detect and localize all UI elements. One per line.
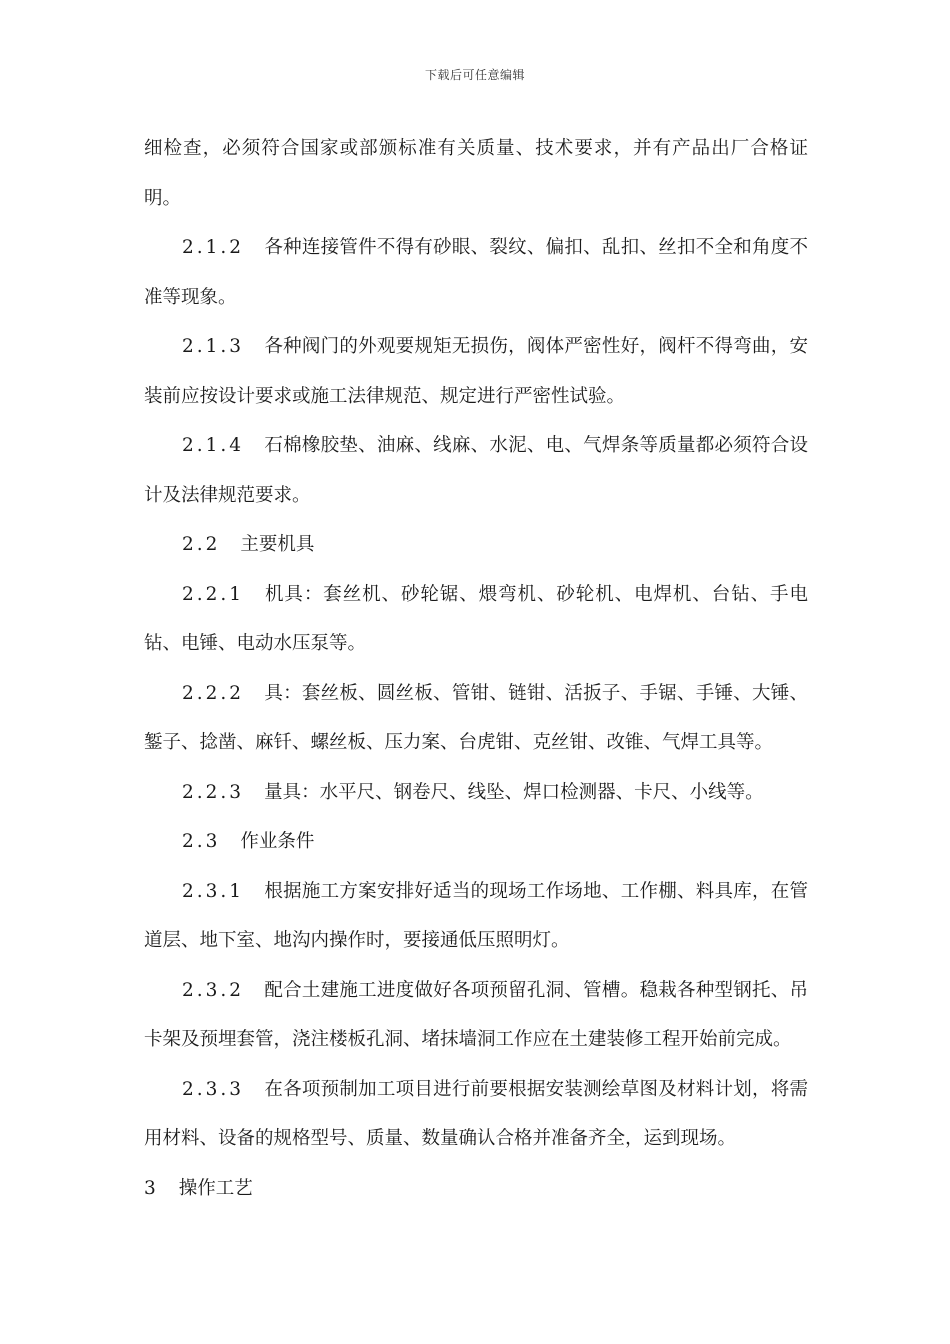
section-number: 2.3.1 bbox=[182, 880, 245, 902]
section-title: 作业条件 bbox=[240, 831, 315, 852]
document-body bbox=[144, 124, 808, 1213]
paragraph bbox=[144, 966, 808, 1065]
section-number: 2.3.2 bbox=[182, 979, 245, 1001]
paragraph-text: 配合土建施工进度做好各项预留孔洞、管槽。稳栽各种型钢托、吊卡架及预埋套管，浇注楼板孔洞、堵抹墙洞工作应在土建装修工程开始前完成。 bbox=[144, 979, 808, 1050]
section-number: 3 bbox=[144, 1177, 159, 1199]
section-number: 2.3 bbox=[182, 831, 221, 852]
section-number: 2.2.1 bbox=[182, 583, 245, 605]
paragraph-text: 细检查，必须符合国家或部颁标准有关质量、技术要求，并有产品出厂合格证明。 bbox=[144, 138, 808, 209]
section-number: 2.1.4 bbox=[182, 435, 245, 456]
paragraph bbox=[144, 124, 808, 223]
section-number: 2.1.3 bbox=[182, 336, 245, 357]
paragraph-text: 根据施工方案安排好适当的现场工作场地、工作棚、料具库，在管道层、地下室、地沟内操作时，要接通低压照明灯。 bbox=[144, 880, 808, 951]
paragraph-text: 各种阀门的外观要规矩无损伤，阀体严密性好，阀杆不得弯曲，安装前应按设计要求或施工法律规范、规定进行严密性试验。 bbox=[144, 336, 808, 407]
chapter-heading bbox=[144, 1164, 808, 1214]
section-heading bbox=[144, 520, 808, 570]
section-number: 2.2 bbox=[182, 534, 221, 555]
paragraph bbox=[144, 768, 808, 818]
paragraph bbox=[144, 570, 808, 669]
paragraph bbox=[144, 421, 808, 520]
paragraph bbox=[144, 223, 808, 322]
paragraph bbox=[144, 669, 808, 768]
paragraph-text: 各种连接管件不得有砂眼、裂纹、偏扣、乱扣、丝扣不全和角度不准等现象。 bbox=[144, 237, 808, 308]
section-number: 2.3.3 bbox=[182, 1078, 245, 1100]
section-title: 主要机具 bbox=[240, 534, 315, 555]
paragraph bbox=[144, 1065, 808, 1164]
section-number: 2.2.3 bbox=[182, 781, 245, 803]
paragraph-text: 机具：套丝机、砂轮锯、煨弯机、砂轮机、电焊机、台钻、手电钻、电锤、电动水压泵等。 bbox=[144, 583, 808, 654]
paragraph-text: 具：套丝板、圆丝板、管钳、链钳、活扳子、手锯、手锤、大锤、錾子、捻凿、麻钎、螺丝板、压力案、台虎钳、克丝钳、改锥、气焊工具等。 bbox=[144, 682, 808, 753]
paragraph-text: 量具：水平尺、钢卷尺、线坠、焊口检测器、卡尺、小线等。 bbox=[264, 781, 764, 803]
paragraph-text: 在各项预制加工项目进行前要根据安装测绘草图及材料计划，将需用材料、设备的规格型号、质量、数量确认合格并准备齐全，运到现场。 bbox=[144, 1078, 808, 1149]
paragraph-text: 石棉橡胶垫、油麻、线麻、水泥、电、气焊条等质量都必须符合设计及法律规范要求。 bbox=[144, 435, 808, 506]
paragraph bbox=[144, 867, 808, 966]
section-number: 2.2.2 bbox=[182, 682, 245, 704]
section-number: 2.1.2 bbox=[182, 237, 245, 258]
page-header: 下载后可任意编辑 bbox=[424, 68, 525, 82]
section-heading bbox=[144, 817, 808, 867]
paragraph bbox=[144, 322, 808, 421]
section-title: 操作工艺 bbox=[178, 1177, 253, 1199]
